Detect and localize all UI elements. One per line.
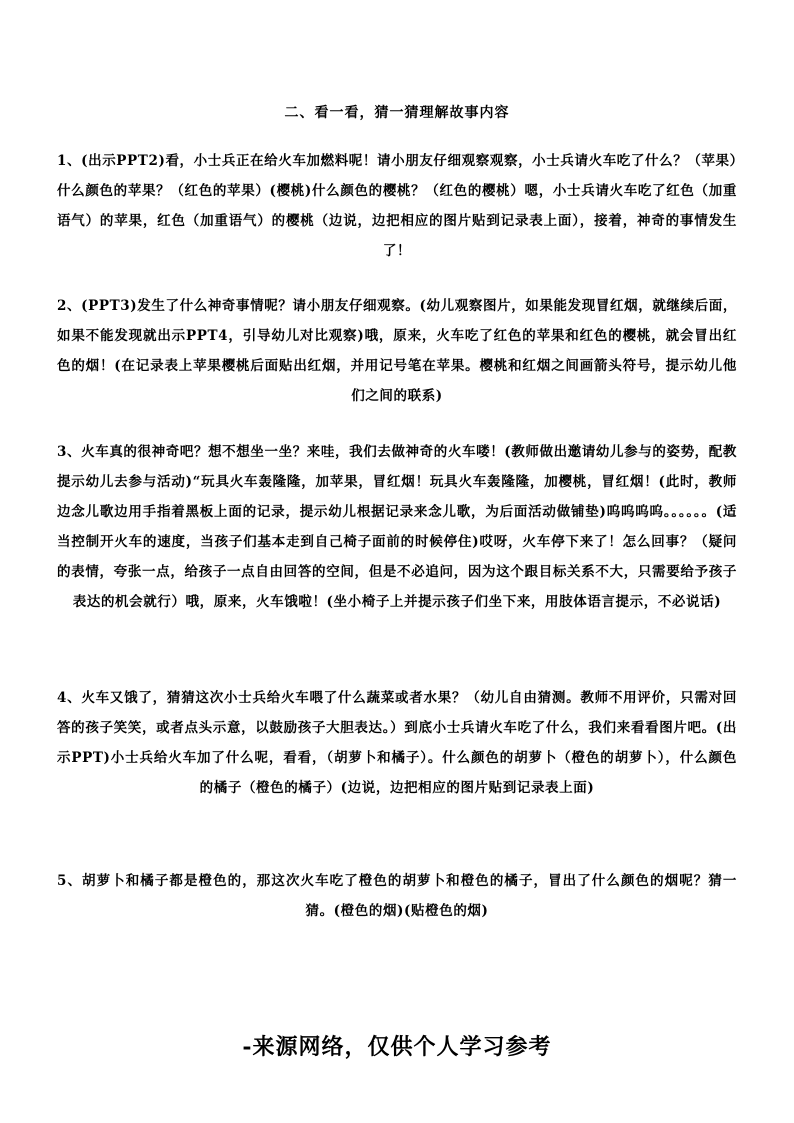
section-heading: 二、看一看，猜一猜理解故事内容 xyxy=(284,105,510,121)
source-footer: -来源网络，仅供个人学习参考 xyxy=(242,1034,552,1060)
paragraph-2: 2、(PPT3)发生了什么神奇事情呢？请小朋友仔细观察。(幼儿观察图片，如果能发现冒红烟，就继续后面，如果不能发现就出示PPT4，引导幼儿对比观察)哦，原来，火车吃了红色的苹果和红色的樱桃，就会冒出红色的烟！(在记录表上苹果樱桃后面贴出红烟，并用记号笔在苹果。樱桃和红烟之间画箭头符号，提示幼儿他们之间的联系) xyxy=(57,298,737,404)
paragraph-4: 4、火车又饿了，猜猜这次小士兵给火车喂了什么蔬菜或者水果？（幼儿自由猜测。教师不用评价，只需对回答的孩子笑笑，或者点头示意，以鼓励孩子大胆表达。）到底小士兵请火车吃了什么，我们来看看图片吧。(出示PPT)小士兵给火车加了什么呢，看看，（胡萝卜和橘子）。什么颜色的胡萝卜（橙色的胡萝卜），什么颜色的橘子（橙色的橘子）(边说，边把相应的图片贴到记录表上面) xyxy=(57,690,737,796)
paragraph-5: 5、胡萝卜和橘子都是橙色的，那这次火车吃了橙色的胡萝卜和橙色的橘子，冒出了什么颜色的烟呢？猜一猜。(橙色的烟)(贴橙色的烟) xyxy=(57,873,737,919)
paragraph-3: 3、火车真的很神奇吧？想不想坐一坐？来哇，我们去做神奇的火车喽！(教师做出邀请幼儿参与的姿势，配教提示幼儿去参与活动)“玩具火车轰隆隆，加苹果，冒红烟！玩具火车轰隆隆，加樱桃，冒红烟！(此时，教师边念儿歌边用手指着黑板上面的记录，提示幼儿根据记录来念儿歌，为后面活动做铺垫)呜呜呜呜。。。。。。(适当控制开火车的速度，当孩子们基本走到自己椅子面前的时候停住)哎呀，火车停下来了！怎么回事？（疑问的表情，夸张一点，给孩子一点自由回答的空间，但是不必追问，因为这个跟目标关系不大，只需要给予孩子表达的机会就行）哦，原来，火车饿啦！(坐小椅子上并提示孩子们坐下来，用肢体语言提示，不必说话) xyxy=(57,444,737,610)
paragraph-1: 1、(出示PPT2)看，小士兵正在给火车加燃料呢！请小朋友仔细观察观察，小士兵请火车吃了什么？（苹果）什么颜色的苹果？（红色的苹果）(樱桃)什么颜色的樱桃？（红色的樱桃）嗯，小士兵请火车吃了红色（加重语气）的苹果，红色（加重语气）的樱桃（边说，边把相应的图片贴到记录表上面），接着，神奇的事情发生了！ xyxy=(57,153,737,259)
